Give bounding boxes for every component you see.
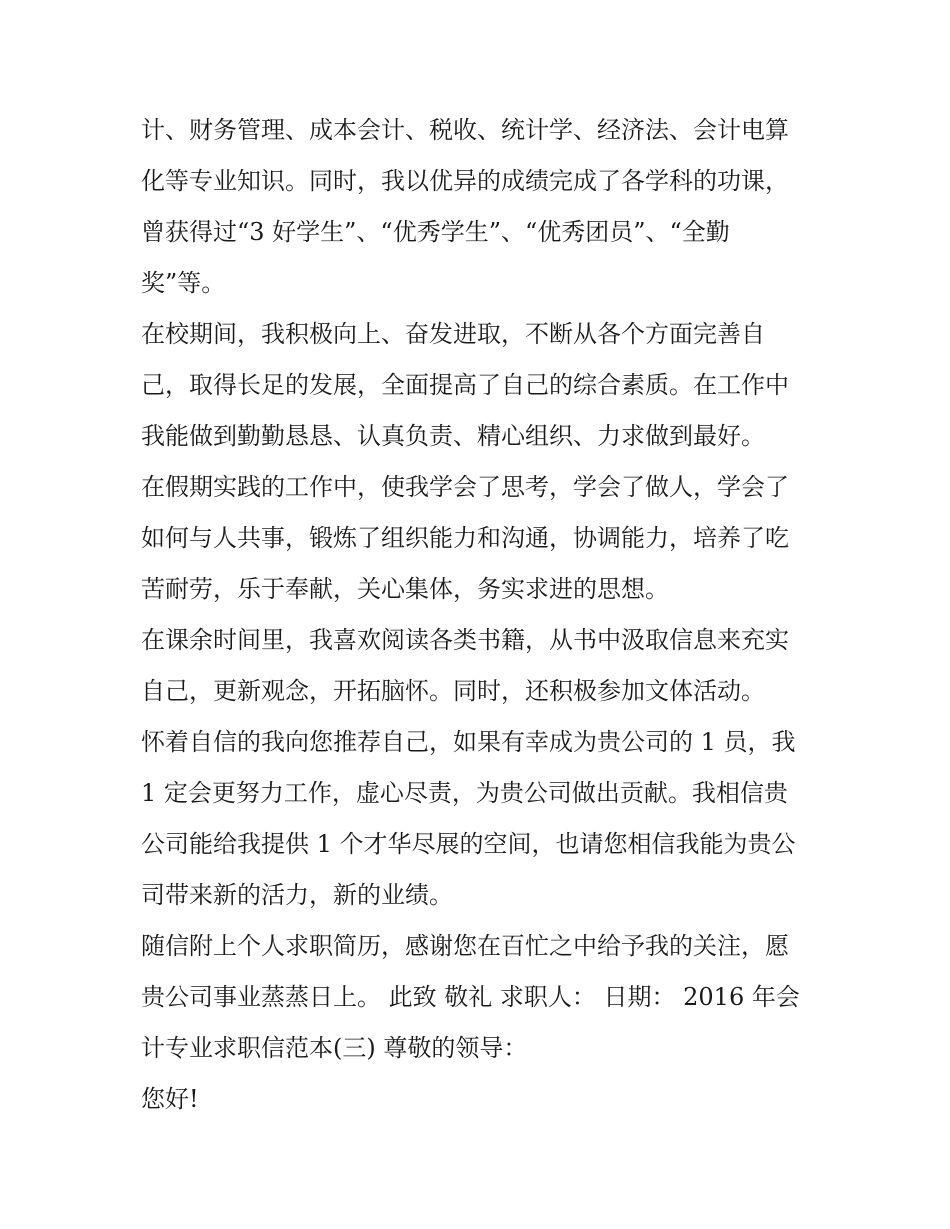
text-line: 在校期间，我积极向上、奋发进取，不断从各个方面完善自 — [141, 320, 765, 348]
text-line: 贵公司事业蒸蒸日上。 此致 敬礼 求职人： 日期： 2016 年会 — [141, 983, 800, 1011]
text-line: 苦耐劳，乐于奉献，关心集体，务实求进的思想。 — [141, 575, 669, 603]
text-line: 如何与人共事，锻炼了组织能力和沟通，协调能力，培养了吃 — [141, 524, 789, 552]
text-line: 我能做到勤勤恳恳、认真负责、精心组织、力求做到最好。 — [141, 422, 765, 450]
text-line: 奖”等。 — [141, 269, 226, 297]
text-line: 在假期实践的工作中，使我学会了思考，学会了做人，学会了 — [141, 473, 789, 501]
text-line: 计专业求职信范本(三) 尊敬的领导： — [141, 1034, 528, 1062]
text-line: 司带来新的活力，新的业绩。 — [141, 881, 453, 909]
text-line: 曾获得过“3 好学生”、“优秀学生”、“优秀团员”、“全勤 — [141, 218, 730, 246]
text-line: 自己，更新观念，开拓脑怀。同时，还积极参加文体活动。 — [141, 677, 765, 705]
text-line: 计、财务管理、成本会计、税收、统计学、经济法、会计电算 — [141, 116, 789, 144]
text-line: 随信附上个人求职简历，感谢您在百忙之中给予我的关注，愿 — [141, 932, 789, 960]
text-line: 化等专业知识。同时，我以优异的成绩完成了各学科的功课， — [141, 167, 789, 195]
text-line: 怀着自信的我向您推荐自己，如果有幸成为贵公司的 1 员，我 — [141, 728, 796, 756]
text-line: 1 定会更努力工作，虚心尽责，为贵公司做出贡献。我相信贵 — [141, 779, 788, 807]
letter-body — [141, 110, 831, 1130]
text-line: 您好! — [141, 1085, 199, 1113]
text-line: 在课余时间里，我喜欢阅读各类书籍，从书中汲取信息来充实 — [141, 626, 789, 654]
text-line: 公司能给我提供 1 个才华尽展的空间，也请您相信我能为贵公 — [141, 830, 796, 858]
text-line: 己，取得长足的发展，全面提高了自己的综合素质。在工作中 — [141, 371, 789, 399]
